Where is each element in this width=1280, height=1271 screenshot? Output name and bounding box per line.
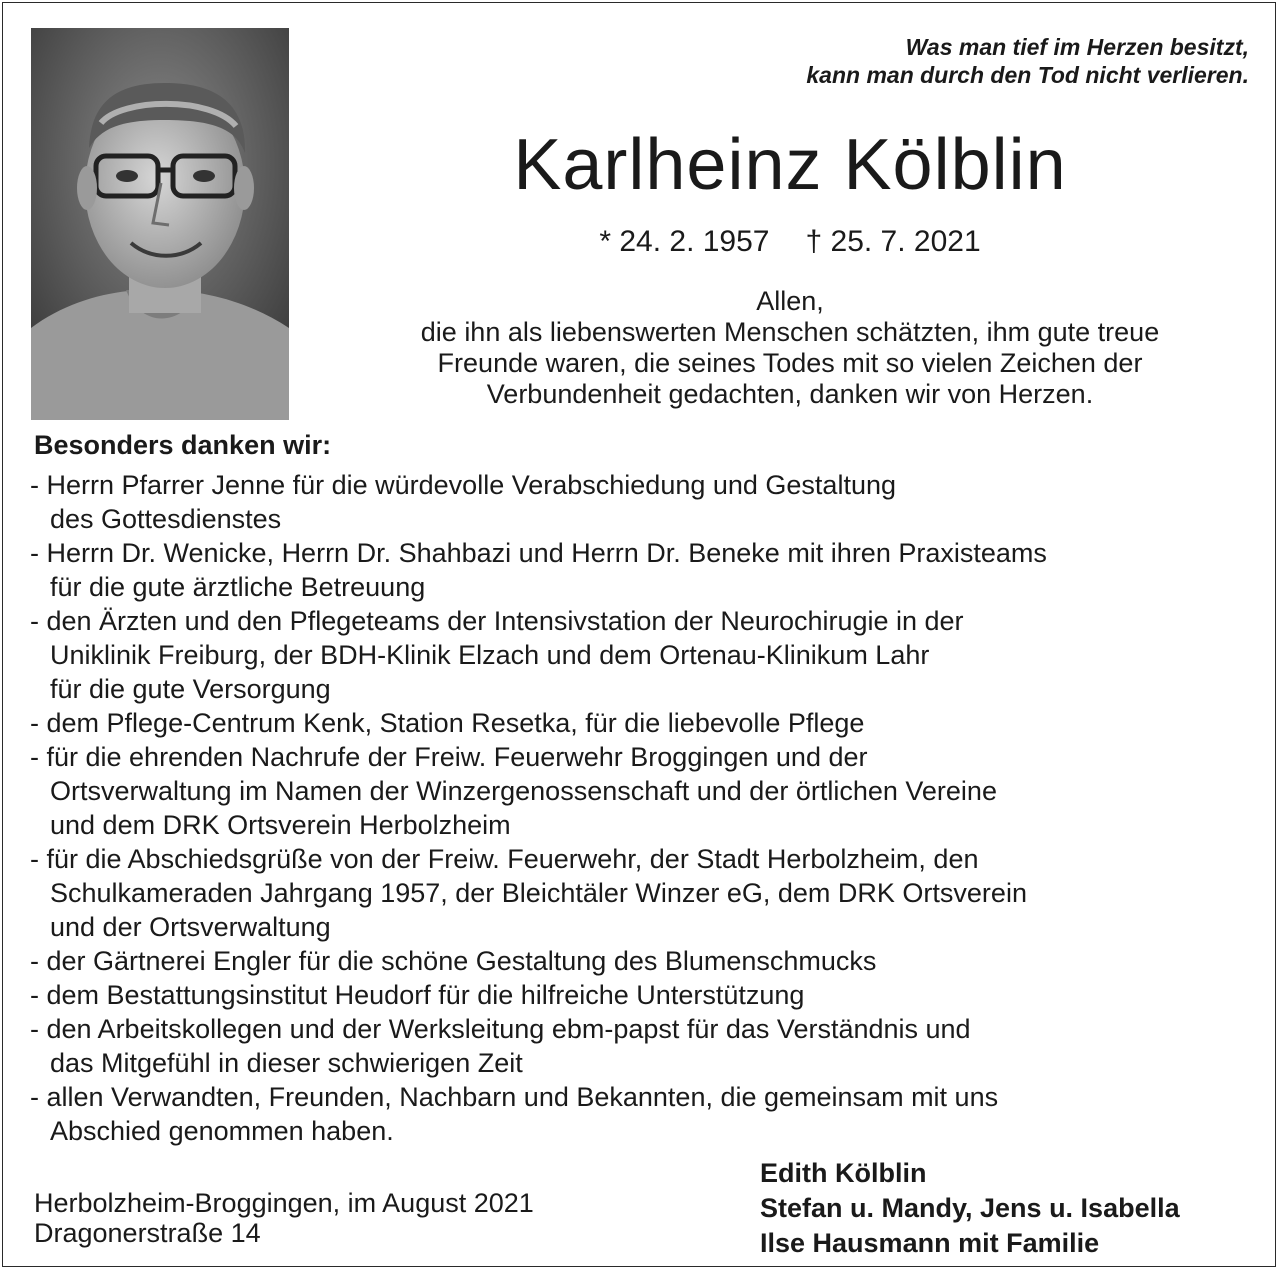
- motto-line: Was man tief im Herzen besitzt,: [905, 34, 1249, 60]
- thanks-list-item: [30, 1080, 1260, 1148]
- list-item-line: - für die ehrenden Nachrufe der Freiw. Feuerwehr Broggingen und der: [30, 740, 1260, 774]
- thanks-line: Allen,: [756, 286, 824, 316]
- signer-name: Edith Kölblin: [760, 1158, 927, 1188]
- thanks-list-item: [30, 604, 1260, 706]
- list-item-line: - den Arbeitskollegen und der Werksleitung ebm-papst für das Verständnis und: [30, 1012, 1260, 1046]
- thanks-list-item: [30, 536, 1260, 604]
- signer-name: Ilse Hausmann mit Familie: [760, 1228, 1100, 1258]
- list-item-line: - Herrn Pfarrer Jenne für die würdevolle Verabschiedung und Gestaltung: [30, 468, 1260, 502]
- thanks-list-item: [30, 1012, 1260, 1080]
- list-item-line: das Mitgefühl in dieser schwierigen Zeit: [50, 1048, 523, 1078]
- thanks-line: Freunde waren, die seines Todes mit so vielen Zeichen der: [437, 348, 1143, 378]
- place-and-address: [34, 1188, 534, 1248]
- list-item-line: und der Ortsverwaltung: [50, 912, 331, 942]
- list-item-line: für die gute Versorgung: [50, 674, 331, 704]
- list-item-line: - den Ärzten und den Pflegeteams der Intensivstation der Neurochirugie in der: [30, 604, 1260, 638]
- death-date: † 25. 7. 2021: [805, 225, 981, 258]
- list-item-line: Ortsverwaltung im Namen der Winzergenossenschaft und der örtlichen Vereine: [50, 776, 997, 806]
- list-item-line: Uniklinik Freiburg, der BDH-Klinik Elzach und dem Ortenau-Klinikum Lahr: [50, 640, 930, 670]
- birth-date: * 24. 2. 1957: [599, 225, 770, 258]
- thanks-list-item: [30, 842, 1260, 944]
- portrait-photo: [31, 28, 289, 420]
- thanks-list-item: [30, 944, 1260, 978]
- motto-line: kann man durch den Tod nicht verlieren.: [806, 62, 1249, 88]
- place-date: Herbolzheim-Broggingen, im August 2021: [34, 1188, 534, 1218]
- list-item-line: - allen Verwandten, Freunden, Nachbarn und Bekannten, die gemeinsam mit uns: [30, 1080, 1260, 1114]
- special-thanks-list: [30, 468, 1260, 1148]
- list-item-line: - Herrn Dr. Wenicke, Herrn Dr. Shahbazi und Herrn Dr. Beneke mit ihren Praxisteams: [30, 536, 1260, 570]
- list-item-line: - für die Abschiedsgrüße von der Freiw. Feuerwehr, der Stadt Herbolzheim, den: [30, 842, 1260, 876]
- thanks-line: die ihn als liebenswerten Menschen schätzten, ihm gute treue: [420, 317, 1160, 347]
- list-item-line: und dem DRK Ortsverein Herbolzheim: [50, 810, 511, 840]
- list-item-line: - der Gärtnerei Engler für die schöne Gestaltung des Blumenschmucks: [30, 944, 1260, 978]
- list-item-line: des Gottesdienstes: [50, 504, 282, 534]
- thanks-list-item: [30, 740, 1260, 842]
- life-dates: [330, 222, 1250, 262]
- signers: [760, 1156, 1180, 1261]
- address: Dragonerstraße 14: [34, 1218, 261, 1248]
- motto-quote: [549, 33, 1249, 89]
- list-item-line: für die gute ärztliche Betreuung: [50, 572, 426, 602]
- thanks-paragraph: [330, 286, 1250, 410]
- thanks-list-item: [30, 706, 1260, 740]
- signer-name: Stefan u. Mandy, Jens u. Isabella: [760, 1193, 1180, 1223]
- list-item-line: Abschied genommen haben.: [50, 1116, 394, 1146]
- list-item-line: Schulkameraden Jahrgang 1957, der Bleichtäler Winzer eG, dem DRK Ortsverein: [50, 878, 1027, 908]
- special-thanks-heading: Besonders danken wir:: [34, 430, 332, 460]
- thanks-line: Verbundenheit gedachten, danken wir von Herzen.: [486, 379, 1094, 409]
- list-item-line: - dem Pflege-Centrum Kenk, Station Resetka, für die liebevolle Pflege: [30, 706, 1260, 740]
- thanks-list-item: [30, 978, 1260, 1012]
- thanks-list-item: [30, 468, 1260, 536]
- deceased-name: Karlheinz Kölblin: [513, 125, 1067, 205]
- list-item-line: - dem Bestattungsinstitut Heudorf für die hilfreiche Unterstützung: [30, 978, 1260, 1012]
